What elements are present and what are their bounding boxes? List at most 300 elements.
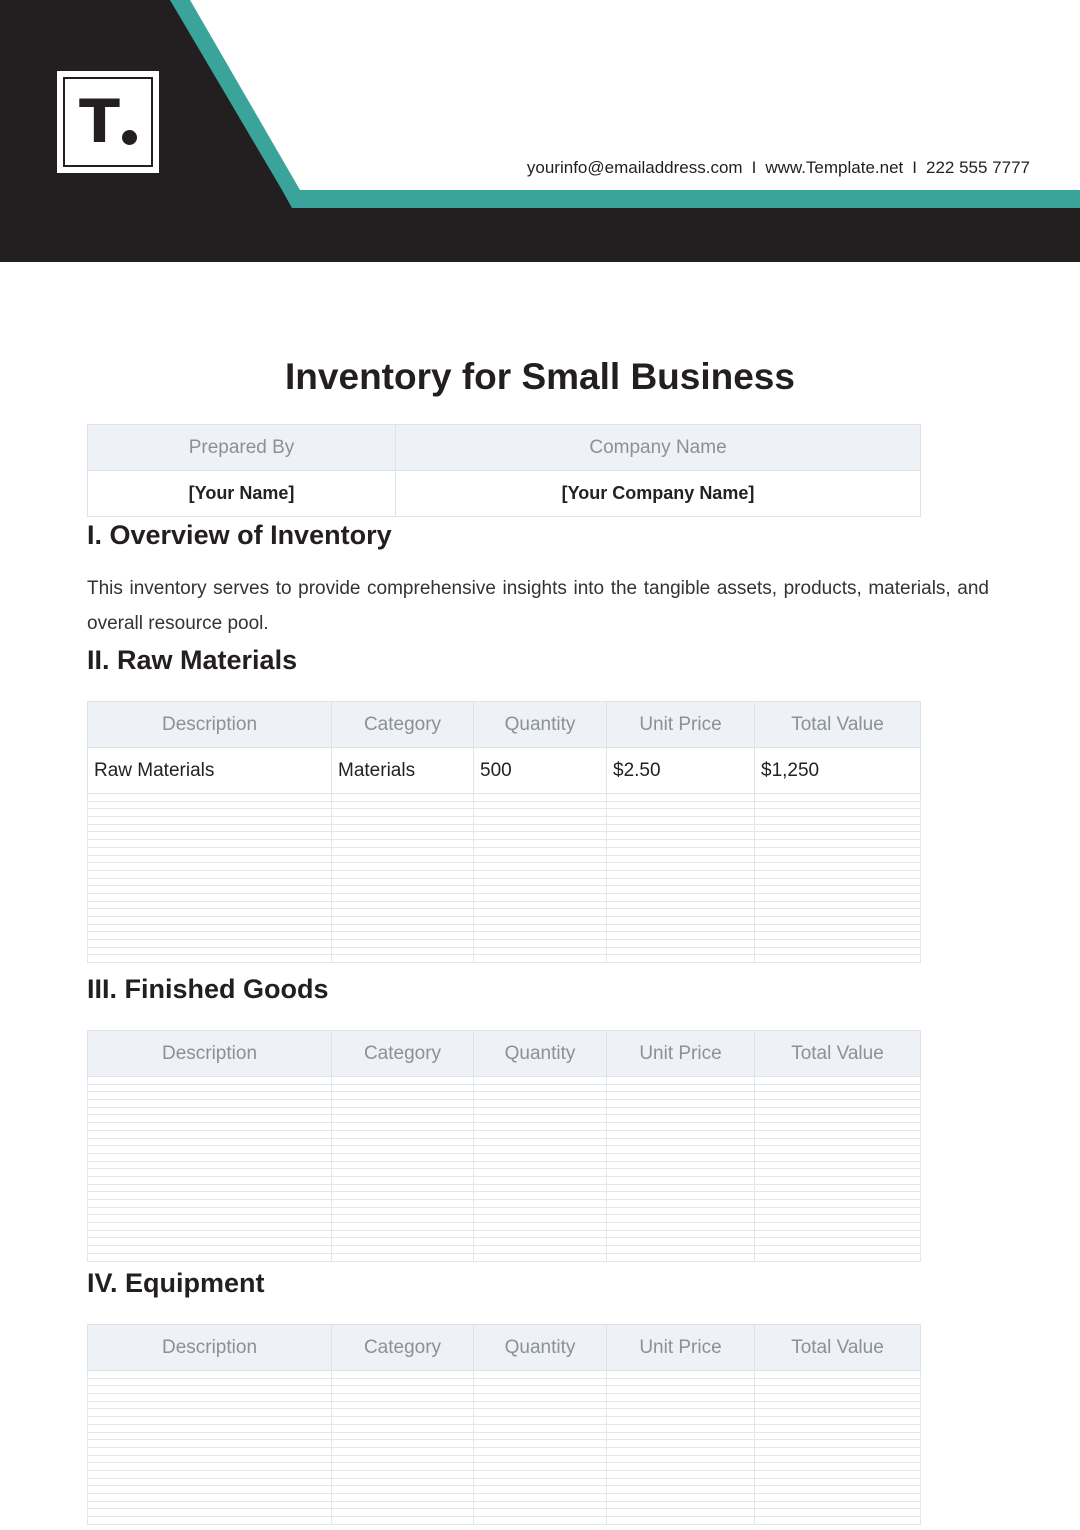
empty-cell[interactable] [607,909,755,917]
empty-cell[interactable] [607,1424,755,1432]
empty-cell[interactable] [88,847,332,855]
empty-cell[interactable] [607,1107,755,1115]
empty-cell[interactable] [755,955,921,963]
empty-cell[interactable] [755,1215,921,1223]
table-cell[interactable]: $2.50 [607,748,755,794]
empty-cell[interactable] [607,1371,755,1379]
empty-cell[interactable] [607,824,755,832]
empty-cell[interactable] [332,1486,474,1494]
empty-cell[interactable] [332,1200,474,1208]
empty-cell[interactable] [474,917,607,925]
empty-cell[interactable] [755,1161,921,1169]
empty-cell[interactable] [474,1184,607,1192]
empty-cell[interactable] [88,809,332,817]
empty-cell[interactable] [755,1115,921,1123]
empty-cell[interactable] [755,1463,921,1471]
empty-cell[interactable] [755,1130,921,1138]
empty-cell[interactable] [88,1123,332,1131]
empty-cell[interactable] [755,1238,921,1246]
empty-cell[interactable] [755,1100,921,1108]
empty-cell[interactable] [755,1192,921,1200]
empty-cell[interactable] [607,1192,755,1200]
empty-cell[interactable] [332,832,474,840]
empty-cell[interactable] [607,1246,755,1254]
empty-cell[interactable] [88,886,332,894]
empty-cell[interactable] [755,1409,921,1417]
empty-cell[interactable] [607,817,755,825]
empty-cell[interactable] [755,1401,921,1409]
empty-cell[interactable] [474,1100,607,1108]
empty-cell[interactable] [88,1417,332,1425]
empty-cell[interactable] [332,1153,474,1161]
empty-cell[interactable] [474,809,607,817]
empty-cell[interactable] [474,1440,607,1448]
empty-cell[interactable] [474,1115,607,1123]
empty-cell[interactable] [755,863,921,871]
empty-cell[interactable] [607,1084,755,1092]
empty-cell[interactable] [607,840,755,848]
empty-cell[interactable] [332,1455,474,1463]
empty-cell[interactable] [88,1169,332,1177]
empty-cell[interactable] [474,1432,607,1440]
empty-cell[interactable] [755,1501,921,1509]
empty-cell[interactable] [88,824,332,832]
empty-cell[interactable] [332,1161,474,1169]
empty-cell[interactable] [332,1230,474,1238]
empty-cell[interactable] [332,840,474,848]
empty-cell[interactable] [755,1146,921,1154]
empty-cell[interactable] [88,1378,332,1386]
empty-cell[interactable] [755,1371,921,1379]
empty-cell[interactable] [474,1463,607,1471]
empty-cell[interactable] [88,832,332,840]
empty-cell[interactable] [88,1486,332,1494]
empty-cell[interactable] [88,1215,332,1223]
empty-cell[interactable] [755,886,921,894]
empty-cell[interactable] [88,1455,332,1463]
empty-cell[interactable] [474,1253,607,1261]
empty-cell[interactable] [88,947,332,955]
empty-cell[interactable] [88,1253,332,1261]
empty-cell[interactable] [332,855,474,863]
contact-website[interactable]: www.Template.net [765,158,904,177]
empty-cell[interactable] [755,1494,921,1502]
empty-cell[interactable] [332,1470,474,1478]
empty-cell[interactable] [88,901,332,909]
empty-cell[interactable] [332,893,474,901]
empty-cell[interactable] [332,1100,474,1108]
empty-cell[interactable] [332,1138,474,1146]
empty-cell[interactable] [607,1517,755,1525]
empty-cell[interactable] [474,1494,607,1502]
empty-cell[interactable] [607,1146,755,1154]
empty-cell[interactable] [88,1200,332,1208]
empty-cell[interactable] [474,1486,607,1494]
empty-cell[interactable] [607,1417,755,1425]
empty-cell[interactable] [755,824,921,832]
empty-cell[interactable] [88,1192,332,1200]
empty-cell[interactable] [474,940,607,948]
empty-cell[interactable] [607,1130,755,1138]
empty-cell[interactable] [607,1138,755,1146]
empty-cell[interactable] [607,947,755,955]
empty-cell[interactable] [607,1200,755,1208]
empty-cell[interactable] [755,817,921,825]
empty-cell[interactable] [607,1378,755,1386]
empty-cell[interactable] [474,1230,607,1238]
empty-cell[interactable] [755,1455,921,1463]
empty-cell[interactable] [88,863,332,871]
empty-cell[interactable] [332,1386,474,1394]
empty-cell[interactable] [332,1107,474,1115]
empty-cell[interactable] [474,1470,607,1478]
empty-cell[interactable] [607,1494,755,1502]
empty-cell[interactable] [755,909,921,917]
empty-cell[interactable] [88,1440,332,1448]
info-value-company[interactable]: [Your Company Name] [396,471,921,517]
empty-cell[interactable] [474,1501,607,1509]
empty-cell[interactable] [607,1100,755,1108]
empty-cell[interactable] [88,1494,332,1502]
empty-cell[interactable] [607,794,755,802]
empty-cell[interactable] [88,1084,332,1092]
empty-cell[interactable] [332,940,474,948]
empty-cell[interactable] [332,824,474,832]
empty-cell[interactable] [88,817,332,825]
empty-cell[interactable] [755,1478,921,1486]
empty-cell[interactable] [332,1378,474,1386]
empty-cell[interactable] [332,1123,474,1131]
empty-cell[interactable] [607,940,755,948]
empty-cell[interactable] [474,1215,607,1223]
empty-cell[interactable] [88,909,332,917]
empty-cell[interactable] [755,1386,921,1394]
empty-cell[interactable] [755,1200,921,1208]
empty-cell[interactable] [607,932,755,940]
empty-cell[interactable] [607,801,755,809]
empty-cell[interactable] [607,1470,755,1478]
empty-cell[interactable] [607,1215,755,1223]
empty-cell[interactable] [607,886,755,894]
empty-cell[interactable] [755,1486,921,1494]
empty-cell[interactable] [474,1246,607,1254]
empty-cell[interactable] [607,863,755,871]
empty-cell[interactable] [755,809,921,817]
empty-cell[interactable] [755,917,921,925]
empty-cell[interactable] [88,1432,332,1440]
empty-cell[interactable] [332,1092,474,1100]
empty-cell[interactable] [755,940,921,948]
empty-cell[interactable] [474,817,607,825]
empty-cell[interactable] [474,1394,607,1402]
empty-cell[interactable] [755,1378,921,1386]
empty-cell[interactable] [474,855,607,863]
empty-cell[interactable] [88,1223,332,1231]
empty-cell[interactable] [474,1386,607,1394]
empty-cell[interactable] [332,1447,474,1455]
empty-cell[interactable] [88,1207,332,1215]
empty-cell[interactable] [755,1107,921,1115]
empty-cell[interactable] [474,870,607,878]
empty-cell[interactable] [607,1123,755,1131]
empty-cell[interactable] [607,1077,755,1085]
empty-cell[interactable] [755,832,921,840]
empty-cell[interactable] [607,1386,755,1394]
table-cell[interactable]: $1,250 [755,748,921,794]
empty-cell[interactable] [755,924,921,932]
empty-cell[interactable] [755,1077,921,1085]
empty-cell[interactable] [755,1253,921,1261]
empty-cell[interactable] [607,1440,755,1448]
empty-cell[interactable] [607,1169,755,1177]
empty-cell[interactable] [755,870,921,878]
empty-cell[interactable] [88,955,332,963]
contact-email[interactable]: yourinfo@emailaddress.com [526,158,743,177]
empty-cell[interactable] [607,955,755,963]
empty-cell[interactable] [332,817,474,825]
empty-cell[interactable] [755,1394,921,1402]
empty-cell[interactable] [755,1092,921,1100]
empty-cell[interactable] [332,1440,474,1448]
empty-cell[interactable] [755,1184,921,1192]
empty-cell[interactable] [607,1501,755,1509]
empty-cell[interactable] [474,1169,607,1177]
empty-cell[interactable] [755,1417,921,1425]
empty-cell[interactable] [607,1394,755,1402]
empty-cell[interactable] [332,955,474,963]
empty-cell[interactable] [88,940,332,948]
empty-cell[interactable] [474,1084,607,1092]
empty-cell[interactable] [755,1153,921,1161]
empty-cell[interactable] [88,1107,332,1115]
empty-cell[interactable] [474,1123,607,1131]
empty-cell[interactable] [88,1130,332,1138]
empty-cell[interactable] [332,886,474,894]
empty-cell[interactable] [88,1153,332,1161]
empty-cell[interactable] [332,1077,474,1085]
empty-cell[interactable] [474,832,607,840]
empty-cell[interactable] [607,1184,755,1192]
empty-cell[interactable] [474,1509,607,1517]
empty-cell[interactable] [607,1153,755,1161]
table-cell[interactable]: Raw Materials [88,748,332,794]
empty-cell[interactable] [607,1253,755,1261]
empty-cell[interactable] [332,924,474,932]
empty-cell[interactable] [88,1409,332,1417]
empty-cell[interactable] [88,1401,332,1409]
empty-cell[interactable] [755,1517,921,1525]
empty-cell[interactable] [755,855,921,863]
empty-cell[interactable] [332,1509,474,1517]
empty-cell[interactable] [88,1517,332,1525]
empty-cell[interactable] [474,1092,607,1100]
empty-cell[interactable] [474,1077,607,1085]
empty-cell[interactable] [474,840,607,848]
empty-cell[interactable] [332,1517,474,1525]
empty-cell[interactable] [332,1246,474,1254]
empty-cell[interactable] [474,1455,607,1463]
empty-cell[interactable] [474,955,607,963]
empty-cell[interactable] [755,1123,921,1131]
empty-cell[interactable] [755,901,921,909]
empty-cell[interactable] [474,1192,607,1200]
empty-cell[interactable] [474,1161,607,1169]
empty-cell[interactable] [755,1223,921,1231]
empty-cell[interactable] [755,1509,921,1517]
empty-cell[interactable] [607,1447,755,1455]
empty-cell[interactable] [332,1176,474,1184]
empty-cell[interactable] [755,847,921,855]
empty-cell[interactable] [474,1200,607,1208]
empty-cell[interactable] [474,1424,607,1432]
empty-cell[interactable] [88,878,332,886]
empty-cell[interactable] [607,924,755,932]
empty-cell[interactable] [755,1138,921,1146]
empty-cell[interactable] [755,932,921,940]
empty-cell[interactable] [332,1115,474,1123]
empty-cell[interactable] [88,1138,332,1146]
empty-cell[interactable] [474,1176,607,1184]
empty-cell[interactable] [474,924,607,932]
empty-cell[interactable] [88,1394,332,1402]
empty-cell[interactable] [88,932,332,940]
empty-cell[interactable] [88,1146,332,1154]
empty-cell[interactable] [332,1215,474,1223]
empty-cell[interactable] [88,924,332,932]
empty-cell[interactable] [755,1246,921,1254]
empty-cell[interactable] [474,794,607,802]
empty-cell[interactable] [755,1432,921,1440]
empty-cell[interactable] [332,870,474,878]
empty-cell[interactable] [474,1371,607,1379]
empty-cell[interactable] [474,1207,607,1215]
empty-cell[interactable] [474,1238,607,1246]
empty-cell[interactable] [607,1092,755,1100]
empty-cell[interactable] [88,893,332,901]
empty-cell[interactable] [474,1409,607,1417]
empty-cell[interactable] [332,1478,474,1486]
empty-cell[interactable] [88,1238,332,1246]
empty-cell[interactable] [755,801,921,809]
empty-cell[interactable] [474,1378,607,1386]
empty-cell[interactable] [755,1169,921,1177]
empty-cell[interactable] [88,1176,332,1184]
empty-cell[interactable] [332,932,474,940]
empty-cell[interactable] [88,840,332,848]
empty-cell[interactable] [474,1146,607,1154]
empty-cell[interactable] [607,855,755,863]
empty-cell[interactable] [332,901,474,909]
empty-cell[interactable] [332,1371,474,1379]
empty-cell[interactable] [474,909,607,917]
empty-cell[interactable] [755,794,921,802]
empty-cell[interactable] [607,1478,755,1486]
empty-cell[interactable] [474,1107,607,1115]
empty-cell[interactable] [332,1207,474,1215]
empty-cell[interactable] [332,1130,474,1138]
empty-cell[interactable] [607,1432,755,1440]
empty-cell[interactable] [474,878,607,886]
empty-cell[interactable] [332,1417,474,1425]
empty-cell[interactable] [607,1207,755,1215]
empty-cell[interactable] [332,801,474,809]
empty-cell[interactable] [332,863,474,871]
empty-cell[interactable] [332,1394,474,1402]
empty-cell[interactable] [607,893,755,901]
empty-cell[interactable] [607,917,755,925]
empty-cell[interactable] [88,801,332,809]
empty-cell[interactable] [332,878,474,886]
empty-cell[interactable] [332,1084,474,1092]
empty-cell[interactable] [607,847,755,855]
empty-cell[interactable] [474,1153,607,1161]
empty-cell[interactable] [88,1077,332,1085]
empty-cell[interactable] [755,878,921,886]
empty-cell[interactable] [474,1517,607,1525]
empty-cell[interactable] [88,1501,332,1509]
table-cell[interactable]: 500 [474,748,607,794]
empty-cell[interactable] [474,1478,607,1486]
empty-cell[interactable] [474,1138,607,1146]
empty-cell[interactable] [607,1223,755,1231]
empty-cell[interactable] [755,1447,921,1455]
info-value-name[interactable]: [Your Name] [88,471,396,517]
empty-cell[interactable] [88,870,332,878]
empty-cell[interactable] [474,893,607,901]
empty-cell[interactable] [607,1486,755,1494]
empty-cell[interactable] [88,1092,332,1100]
empty-cell[interactable] [88,794,332,802]
empty-cell[interactable] [88,1478,332,1486]
table-cell[interactable]: Materials [332,748,474,794]
empty-cell[interactable] [755,1084,921,1092]
empty-cell[interactable] [332,1253,474,1261]
empty-cell[interactable] [332,917,474,925]
empty-cell[interactable] [474,1447,607,1455]
empty-cell[interactable] [607,809,755,817]
empty-cell[interactable] [607,1409,755,1417]
empty-cell[interactable] [332,1192,474,1200]
empty-cell[interactable] [332,1146,474,1154]
empty-cell[interactable] [332,1184,474,1192]
empty-cell[interactable] [474,847,607,855]
empty-cell[interactable] [474,1223,607,1231]
empty-cell[interactable] [474,932,607,940]
empty-cell[interactable] [474,824,607,832]
empty-cell[interactable] [755,1470,921,1478]
empty-cell[interactable] [88,1184,332,1192]
empty-cell[interactable] [332,1401,474,1409]
empty-cell[interactable] [332,1238,474,1246]
empty-cell[interactable] [474,863,607,871]
empty-cell[interactable] [332,1424,474,1432]
empty-cell[interactable] [332,1223,474,1231]
empty-cell[interactable] [474,1130,607,1138]
empty-cell[interactable] [88,1424,332,1432]
empty-cell[interactable] [88,1161,332,1169]
empty-cell[interactable] [607,1238,755,1246]
empty-cell[interactable] [88,855,332,863]
empty-cell[interactable] [755,1176,921,1184]
empty-cell[interactable] [88,1509,332,1517]
empty-cell[interactable] [332,847,474,855]
empty-cell[interactable] [332,1463,474,1471]
empty-cell[interactable] [474,886,607,894]
empty-cell[interactable] [607,1463,755,1471]
empty-cell[interactable] [88,1100,332,1108]
empty-cell[interactable] [332,809,474,817]
empty-cell[interactable] [607,1176,755,1184]
